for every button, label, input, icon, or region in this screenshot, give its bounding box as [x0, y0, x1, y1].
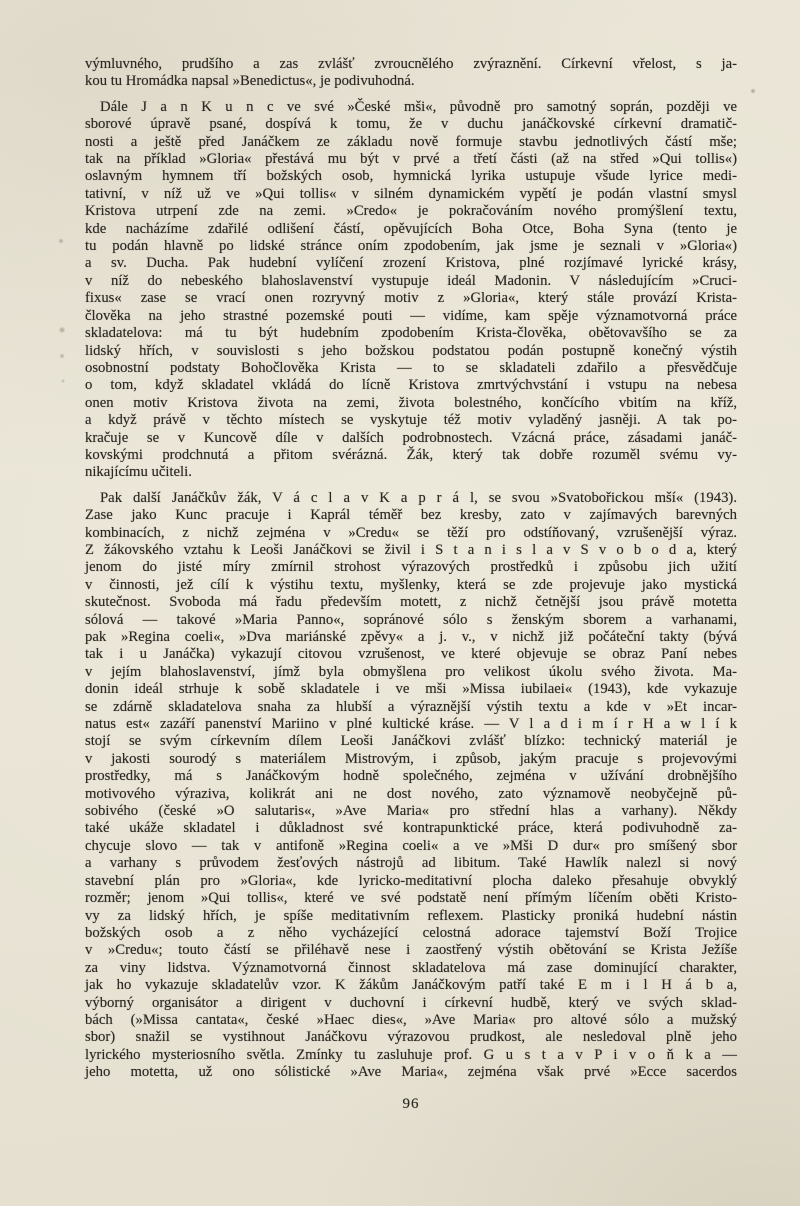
text-line: kovskými prodchnutá a přitom svérázná. Žák, který tak dobře rozuměl svému vy-: [85, 446, 737, 463]
text-line: rozměr; jenom »Qui tollis«, které ve své podstatě není přímým líčením oběti Kristo-: [85, 890, 737, 907]
text-line: nosti a ještě před Janáčkem ze základu nově formuje stavbu jednotlivých částí mše;: [85, 133, 737, 150]
page-text: [85, 56, 737, 1082]
text-line: onen motiv Kristova života na zemi, života bolestného, končícího vbitím na kříž,: [85, 394, 737, 411]
text-line: pak »Regina coeli«, »Dva mariánské zpěvy« a j. v., v nichž již počáteční takty (bývá: [85, 629, 737, 645]
text-line: Kristova utrpení zde na zemi. »Credo« je pokračováním nového promýšlení textu,: [85, 203, 737, 220]
text-line: stojí se svým církevním dílem Leoši Janáčkovi zvlášť blízko: technický materiál je: [85, 733, 737, 750]
text-line: také ukáže skladatel i důkladnost své kontrapunktické práce, která podivuhodně za-: [85, 820, 737, 837]
text-line: donin ideál strhuje k sobě skladatele i ve mši »Missa iubilaei« (1943), kde vykazuje: [85, 681, 737, 698]
text-line: v jejím blahoslavenství, jímž byla obmyšlena pro velikost úkolu svého života. Ma-: [85, 663, 737, 680]
text-line: chycuje slovo — tak v antifoně »Regina coeli« a ve »Mši D dur« pro smíšený sbor: [85, 837, 737, 854]
text-line: Z žákovského vztahu k Leoši Janáčkovi se živil i S t a n i s l a v S v o b o d a, který: [85, 541, 737, 558]
text-line: v jakosti sourodý s materiálem Mistrovým, i způsob, jakým pracuje s projevovými: [85, 750, 737, 767]
text-line: natus est« zazáří panenství Mariino v plné kultické kráse. — V l a d i m í r H a w l í k: [85, 716, 737, 733]
text-line: osobnostní podstaty Bohočlověka Krista — to se skladateli zdařilo a přesvědčuje: [85, 359, 737, 376]
text-line: stavební plán pro »Gloria«, kde lyricko-meditativní plocha daleko přesahuje obvyklý: [85, 872, 737, 889]
text-line: člověka na jeho strastné pozemské pouti — vidíme, kam spěje významotvorná práce: [85, 307, 737, 324]
text-line: prostředky, má s Janáčkovým hodně společného, zejména v užívání drobnějšího: [85, 768, 737, 785]
text-line: fixus« zase se vrací onen rozryvný motiv z »Gloria«, který stále provází Krista-: [85, 290, 737, 307]
text-line: vy za lidský hřích, je spíše meditativním reflexem. Plasticky proniká hudební nástin: [85, 907, 737, 924]
paragraph: [85, 99, 737, 482]
text-line: a sv. Ducha. Pak hudební vylíčení zrození Kristova, plné rozjímavé lyrické krásy,: [85, 255, 737, 272]
text-line: se zdárně skladatelova snaha za hlubší a výraznější výstih textu a kde v »Et incar-: [85, 698, 737, 715]
text-line: za viny lidstva. Významotvorná činnost skladatelova má zase dominující charakter,: [85, 959, 737, 976]
text-line: Pak další Janáčkův žák, V á c l a v K a p r á l, se svou »Svatobořickou mší« (1943).: [100, 489, 737, 506]
text-line: Dále J a n K u n c ve své »České mši«, původně pro samotný soprán, později ve: [100, 98, 737, 115]
text-line: o tom, když skladatel vkládá do lícně Kristova zmrtvýchvstání i vstupu na nebesa: [85, 377, 737, 394]
text-line: skutečnost. Svoboda má řadu především motett, z nichž četnější jsou právě motetta: [85, 594, 737, 611]
text-line: božských osob a z něho vycházející celostná adorace tajemství Boží Trojice: [85, 924, 737, 941]
text-line: a když právě v těchto místech se vyskytuje též motiv vyladěný jasněji. A tak po-: [85, 412, 737, 429]
text-line: a varhany s průvodem žesťových nástrojů ad libitum. Také Hawlík nalezl si nový: [85, 855, 737, 872]
text-line: tak na příklad »Gloria« přestává mu být v prvé a třetí části (až na střed »Qui tollis«): [85, 151, 737, 168]
text-line: sobivého (české »O salutaris«, »Ave Maria« pro střední hlas a varhany). Někdy: [85, 803, 737, 820]
text-line: výmluvného, prudšího a zas zvlášť zvroucnělého zvýraznění. Církevní vřelost, s ja-: [85, 56, 737, 72]
text-line: lyrického mysteriosního světla. Zmínky tu zasluhuje prof. G u s t a v P i v o ň k a —: [85, 1046, 737, 1063]
text-line: v níž do nebeského blahoslavenství vystupuje ideál Madonin. V následujícím »Cruci-: [85, 272, 737, 289]
text-line: sborové úpravě psané, dospívá k tomu, že v duchu janáčkovské církevní dramatič-: [85, 116, 737, 133]
text-line: nikajícímu učiteli.: [85, 464, 192, 481]
text-line: kou tu Hromádka napsal »Benedictus«, je podivuhodná.: [85, 73, 415, 90]
text-line: kračuje se v Kuncově díle v dalších podrobnostech. Vzácná práce, zásadami janáč-: [85, 429, 737, 446]
text-line: tak i u Janáčka) vykazují citovou vzrušenost, ve které objevuje se obraz Paní nebes: [85, 646, 737, 663]
text-line: oslavným hymnem tří božských osob, hymnická lyrika ustupuje všude lyrice medi-: [85, 168, 737, 185]
text-line: kde nacházíme zdařilé odlišení částí, opěvujících Boha Otce, Boha Syna (tento je: [85, 220, 737, 237]
text-line: jenom do jisté míry zmírnil strohost výrazových prostředků i způsobu jich užití: [85, 559, 737, 576]
text-line: tativní, v níž už ve »Qui tollis« v silném dynamickém vypětí je podán vlastní smysl: [85, 185, 737, 202]
text-line: v »Credu«; touto částí se přiléhavě nese i zaostřený výstih obětování se Krista Ježíše: [85, 942, 737, 959]
text-line: kombinacích, z nichž zejména v »Credu« se těží pro odstíňovaný, vzrušenější výraz.: [85, 524, 737, 541]
text-line: výborný organisátor a dirigent v duchovní i církevní hudbě, který ve svých sklad-: [85, 994, 737, 1011]
text-line: motivového výraziva, kolikrát ani ne dost nového, zato významově neobyčejně pů-: [85, 785, 737, 802]
text-line: v činnosti, jež cílí k výstihu textu, myšlenky, která se zde projevuje jako mystická: [85, 576, 737, 593]
text-line: sólová — takové »Maria Panno«, sopránové sólo s ženským sborem a varhanami,: [85, 611, 737, 628]
text-line: bách (»Missa cantata«, české »Haec dies«, »Ave Maria« pro altové sólo a mužský: [85, 1011, 737, 1028]
text-line: jeho motetta, už ono sólistické »Ave Maria«, zejména však prvé »Ecce sacerdos: [85, 1064, 737, 1081]
text-line: skladatelova: má tu být hudebním zpodobením Krista-člověka, obětovavšího se za: [85, 325, 737, 342]
page-number: 96: [402, 1096, 420, 1112]
text-line: jak ho vykazuje skladatelův vzor. K žákům Janáčkovým patří také E m i l H á b a,: [85, 977, 737, 994]
paragraph: [85, 490, 737, 1082]
text-line: sbor) snažil se vystihnout Janáčkovu výrazovou prudkost, ale nesledoval plně jeho: [85, 1029, 737, 1046]
text-line: Zase jako Kunc pracuje i Kaprál téměř bez kresby, zato v zajímavých barevných: [85, 507, 737, 524]
text-line: lidský hřích, v souvislosti s jeho božskou podstatou podán postupně konečný výstih: [85, 342, 737, 359]
text-line: tu podán hlavně po lidské stránce oním zpodobením, jak jsme je seznali v »Gloria«): [85, 238, 737, 255]
paragraph: [85, 56, 737, 91]
